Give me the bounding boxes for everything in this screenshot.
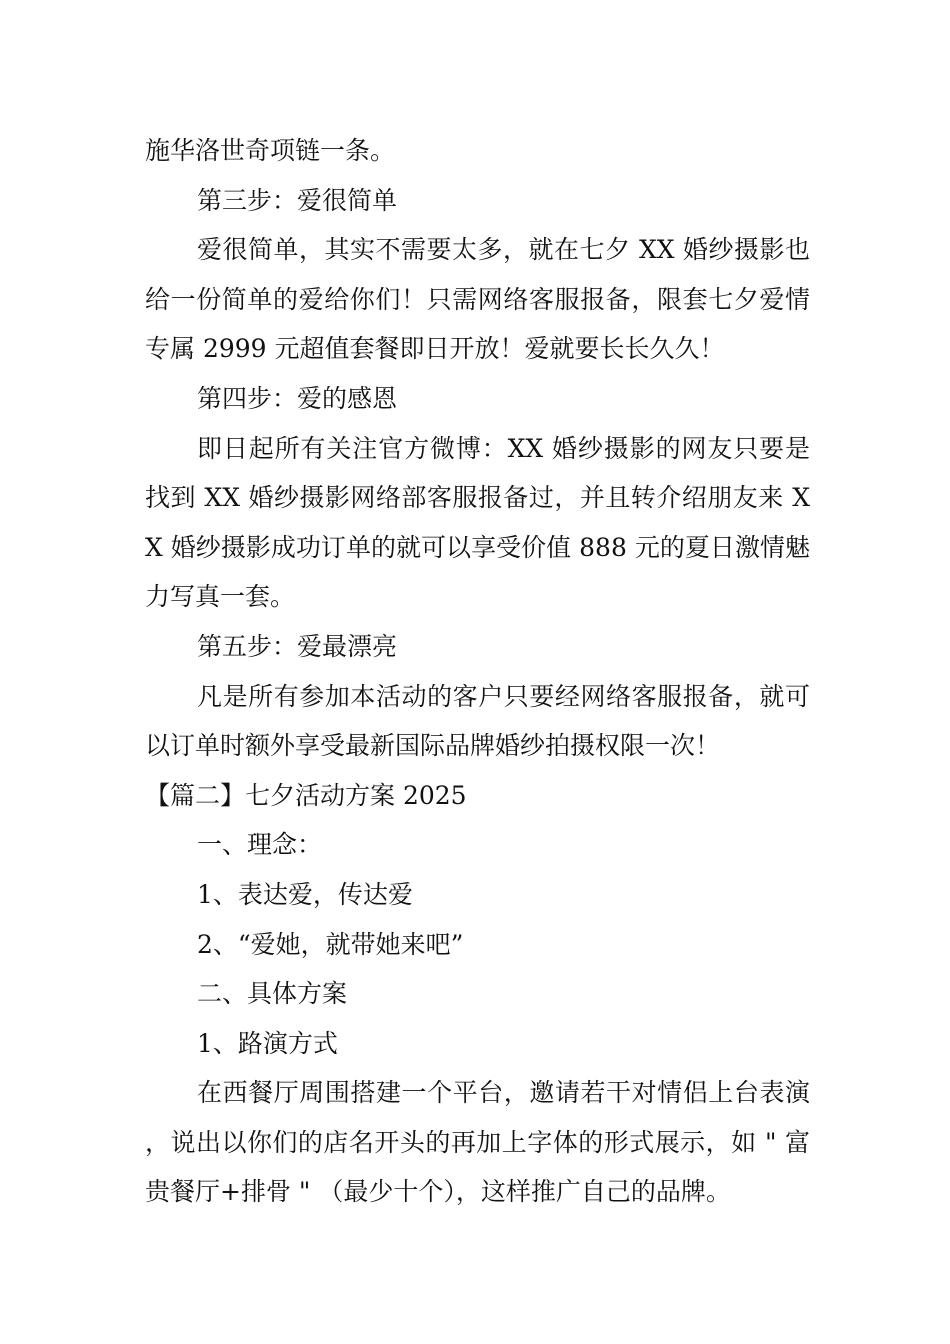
section-heading: 二、具体方案 bbox=[197, 979, 348, 1009]
list-item: 1、表达爱，传达爱 bbox=[197, 879, 413, 909]
paragraph-text: 爱很简单，其实不需要太多，就在七夕 XX 婚纱摄影也给一份简单的爱给你们！只需网络客服报备，限套七夕爱情专属 2999 元超值套餐即日开放！爱就要长长久久！ bbox=[145, 235, 810, 364]
list-item: 1、路演方式 bbox=[197, 1028, 338, 1058]
document-body bbox=[145, 126, 810, 1217]
paragraph-text: 施华洛世奇项链一条。 bbox=[145, 136, 396, 165]
paragraph-text: 在西餐厅周围搭建一个平台，邀请若干对情侣上台表演，说出以你们的店名开头的再加上字体的形式展示，如 " 富贵餐厅+排骨 " （最少十个），这样推广自己的品牌。 bbox=[145, 1078, 810, 1207]
paragraph-text: 凡是所有参加本活动的客户只要经网络客服报备，就可以订单时额外享受最新国际品牌婚纱拍摄权限一次！ bbox=[145, 681, 810, 761]
section-heading: 一、理念： bbox=[197, 830, 323, 860]
step-four-heading: 第四步：爱的感恩 bbox=[197, 383, 398, 413]
paragraph-text: 即日起所有关注官方微博：XX 婚纱摄影的网友只要是找到 XX 婚纱摄影网络部客服报备过，并且转介绍朋友来 XX 婚纱摄影成功订单的就可以享受价值 888 元的夏日激情魅力写真一套。 bbox=[145, 433, 810, 612]
section-title: 【篇二】七夕活动方案 2025 bbox=[145, 780, 467, 810]
step-five-heading: 第五步：爱最漂亮 bbox=[197, 631, 398, 661]
list-item: 2、“爱她，就带她来吧” bbox=[197, 929, 464, 959]
step-three-heading: 第三步：爱很简单 bbox=[197, 185, 398, 215]
